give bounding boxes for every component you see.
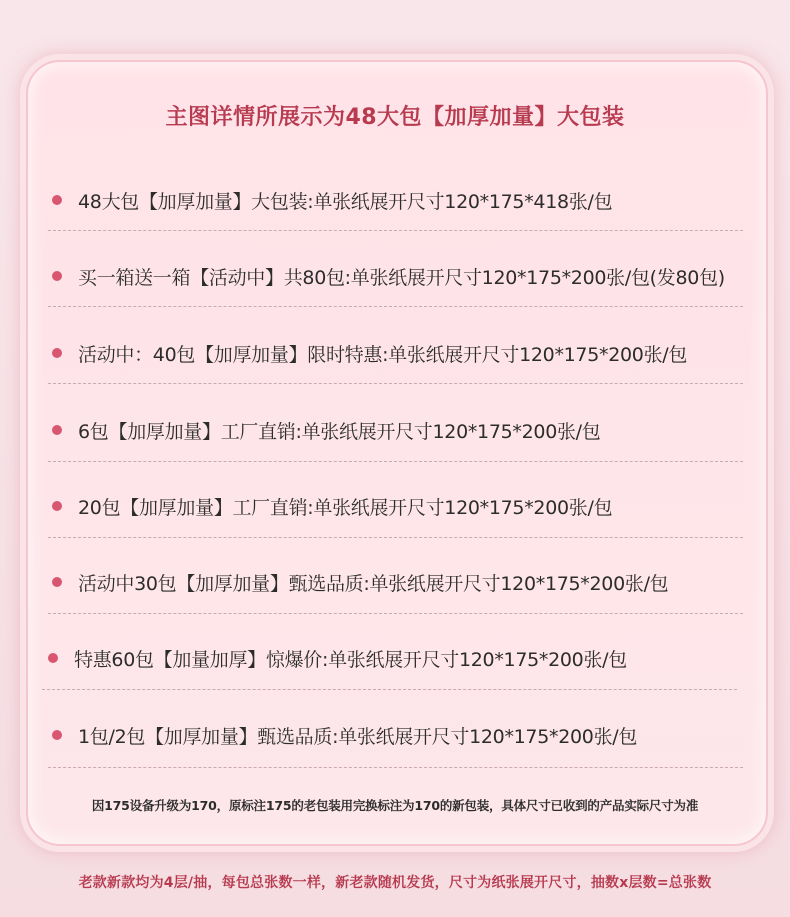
list-item-text: 48大包【加厚加量】大包装:单张纸展开尺寸120*175*418张/包	[78, 190, 613, 213]
footer-note: 老款新款均为4层/抽，每包总张数一样，新老款随机发货，尺寸为纸张展开尺寸，抽数x层数=总张数	[78, 875, 712, 891]
bullet-icon	[52, 577, 62, 587]
bullet-icon	[52, 271, 62, 281]
bullet-icon	[52, 425, 62, 435]
list-item-text: 特惠60包【加量加厚】惊爆价:单张纸展开尺寸120*175*200张/包	[74, 648, 627, 671]
divider	[48, 230, 743, 231]
bullet-icon	[52, 501, 62, 511]
divider	[42, 689, 737, 690]
list-item-text: 买一箱送一箱【活动中】共80包:单张纸展开尺寸120*175*200张/包(发80包)	[78, 266, 725, 289]
list-item	[52, 410, 752, 450]
divider	[48, 537, 743, 538]
list-item-text: 活动中30包【加厚加量】甄选品质:单张纸展开尺寸120*175*200张/包	[78, 572, 669, 595]
list-item	[52, 486, 752, 526]
list-item	[48, 638, 748, 678]
divider	[48, 461, 743, 462]
list-item-text: 1包/2包【加厚加量】甄选品质:单张纸展开尺寸120*175*200张/包	[78, 725, 638, 748]
list-item	[52, 256, 752, 296]
bullet-icon	[52, 348, 62, 358]
divider	[48, 383, 743, 384]
list-item	[52, 562, 752, 602]
list-item-text: 6包【加厚加量】工厂直销:单张纸展开尺寸120*175*200张/包	[78, 420, 601, 443]
list-item-text: 20包【加厚加量】工厂直销:单张纸展开尺寸120*175*200张/包	[78, 496, 613, 519]
list-item	[52, 715, 752, 755]
list-item-text: 活动中：40包【加厚加量】限时特惠:单张纸展开尺寸120*175*200张/包	[78, 343, 688, 366]
list-item	[52, 333, 752, 373]
size-note: 因175设备升级为170，原标注175的老包装用完换标注为170的新包装，具体尺寸已收到的产品实际尺寸为准	[91, 798, 699, 813]
bullet-icon	[48, 653, 58, 663]
bullet-icon	[52, 730, 62, 740]
list-item	[52, 180, 752, 220]
divider	[48, 306, 743, 307]
page-title: 主图详情所展示为48大包【加厚加量】大包装	[165, 105, 625, 130]
bullet-icon	[52, 195, 62, 205]
divider	[48, 613, 743, 614]
divider	[48, 767, 743, 768]
